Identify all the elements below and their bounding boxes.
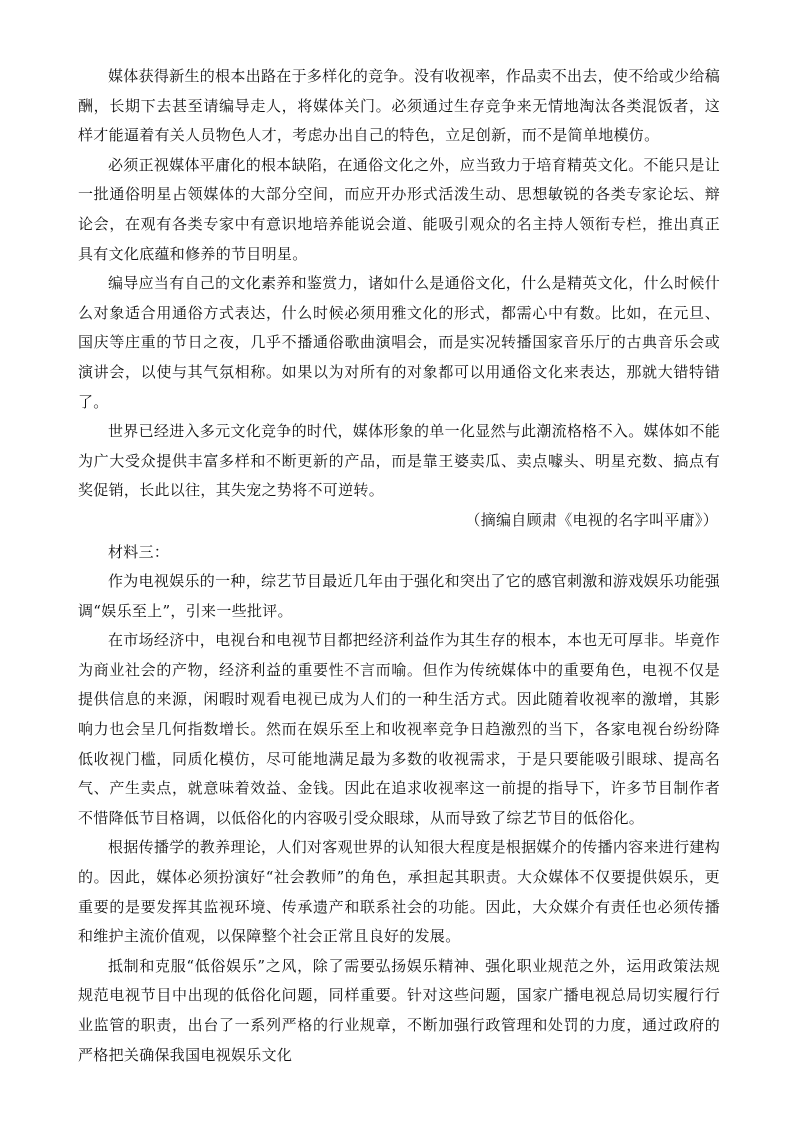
material-label: 材料三： [108,542,170,561]
paragraph: 作为电视娱乐的一种，综艺节目最近几年由于强化和突出了它的感官刺激和游戏娱乐功能强调“娱乐至上”，引来一些批评。 [78,572,721,620]
paragraph: 在市场经济中，电视台和电视节目都把经济利益作为其生存的根本，本也无可厚非。毕竟作为商业社会的产物，经济利益的重要性不言而喻。但作为传统媒体中的重要角色，电视不仅是提供信息的来源，闲暇时观看电视已成为人们的一种生活方式。因此随着收视率的激增，其影响力也会呈几何指数增长。然而在娱乐至上和收视率竞争日趋激烈的当下，各家电视台纷纷降低收视门槛，同质化模仿，尽可能地满足最为多数的收视需求，于是只要能吸引眼球、提高名气、产生卖点，就意味着效益、金钱。因此在追求收视率这一前提的指导下，许多节目制作者不惜降低节目格调，以低俗化的内容吸引受众眼球，从而导致了综艺节目的低俗化。 [78,631,721,827]
paragraph: 媒体获得新生的根本出路在于多样化的竞争。没有收视率，作品卖不出去，使不给或少给稿酬，长期下去甚至请编导走人，将媒体关门。必须通过生存竞争来无情地淘汰各类混饭者，这样才能逼着有关人员物色人才，考虑办出自己的特色，立足创新，而不是简单地模仿。 [78,67,721,145]
source-citation: （摘编自顾肃《电视的名字叫平庸》） [465,510,718,529]
paragraph: 编导应当有自己的文化素养和鉴赏力，诸如什么是通俗文化，什么是精英文化，什么时候什么对象适合用通俗方式表达，什么时候必须用雅文化的形式，都需心中有数。比如，在元旦、国庆等庄重的节日之夜，几乎不播通俗歌曲演唱会，而是实况转播国家音乐厅的古典音乐会或演讲会，以使与其气氛相称。如果以为对所有的对象都可以用通俗文化来表达，那就大错特错了。 [78,274,721,411]
paragraph: 抵制和克服“低俗娱乐”之风，除了需要弘扬娱乐精神、强化职业规范之外，运用政策法规规范电视节目中出现的低俗化问题，同样重要。针对这些问题，国家广播电视总局切实履行行业监管的职责，出台了一系列严格的行业规章，不断加强行政管理和处罚的力度，通过政府的严格把关确保我国电视娱乐文化 [78,956,720,1064]
paragraph: 根据传播学的教养理论，人们对客观世界的认知很大程度是根据媒介的传播内容来进行建构的。因此，媒体必须扮演好“社会教师”的角色，承担起其职责。大众媒体不仅要提供娱乐，更重要的是要发挥其监视环境、传承遗产和联系社会的功能。因此，大众媒介有责任也必须传播和维护主流价值观，以保障整个社会正常且良好的发展。 [78,838,721,946]
paragraph: 世界已经进入多元文化竞争的时代，媒体形象的单一化显然与此潮流格格不入。媒体如不能为广大受众提供丰富多样和不断更新的产品，而是靠王婆卖瓜、卖点噱头、明星充数、搞点有奖促销，长此以往，其失宠之势将不可逆转。 [78,422,721,500]
paragraph: 必须正视媒体平庸化的根本缺陷，在通俗文化之外，应当致力于培育精英文化。不能只是让一批通俗明星占领媒体的大部分空间，而应开办形式活泼生动、思想敏锐的各类专家论坛、辩论会，在观有各类专家中有意识地培养能说会道、能吸引观众的名主持人领衔专栏，推出真正具有文化底蕴和修养的节目明星。 [78,155,721,263]
